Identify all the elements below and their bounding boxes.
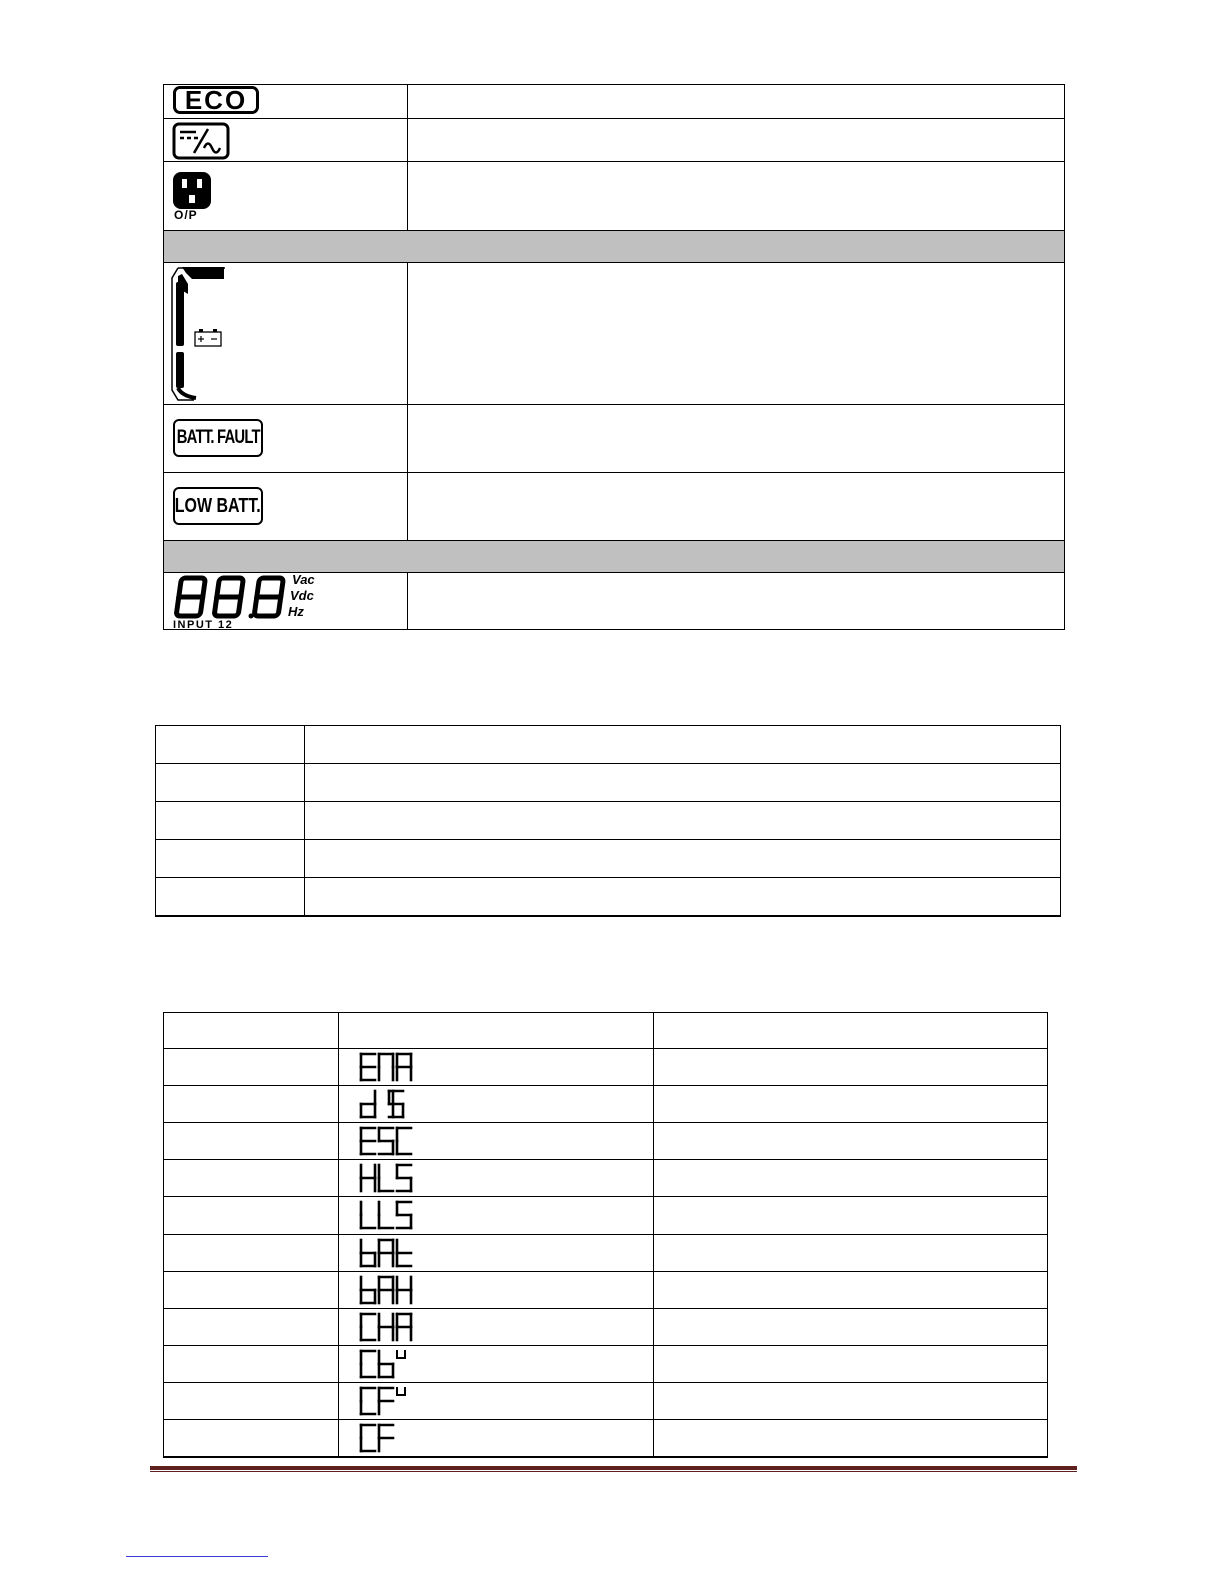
- batt-fault-label: BATT. FAULT: [176, 427, 260, 448]
- row-divider: [155, 763, 1061, 764]
- section-header-row: [164, 541, 1064, 572]
- row-divider: [163, 472, 1065, 473]
- row-divider: [163, 230, 1065, 231]
- row-divider: [155, 877, 1061, 878]
- table-border: [1064, 84, 1065, 630]
- row-divider: [163, 1382, 1048, 1383]
- row-divider: [163, 1234, 1048, 1235]
- row-divider: [163, 1271, 1048, 1272]
- row-divider: [163, 1345, 1048, 1346]
- column-divider: [304, 725, 305, 916]
- setting-code: [359, 1163, 429, 1195]
- table-border: [163, 1012, 164, 1458]
- table-border: [155, 725, 1061, 726]
- row-divider: [163, 262, 1065, 263]
- output-label: O/P: [174, 208, 198, 222]
- setting-code: [359, 1423, 429, 1455]
- row-divider: [155, 839, 1061, 840]
- setting-code: [359, 1386, 429, 1418]
- row-divider: [163, 404, 1065, 405]
- column-divider: [338, 1012, 339, 1458]
- row-divider: [155, 801, 1061, 802]
- batt-fault-icon: [173, 419, 263, 457]
- setting-code: [359, 1089, 429, 1121]
- low-batt-icon: [173, 487, 263, 525]
- setting-code: [359, 1200, 429, 1232]
- row-divider: [163, 1048, 1048, 1049]
- setting-code: [359, 1126, 429, 1158]
- row-divider: [163, 1196, 1048, 1197]
- footer-rule: [150, 1466, 1077, 1470]
- unit-vac: Vac: [292, 572, 315, 587]
- table-border: [163, 629, 1065, 630]
- column-divider: [407, 572, 408, 630]
- dc-ac-converter-icon: [172, 122, 230, 160]
- row-divider: [163, 1308, 1048, 1309]
- table-border: [163, 1456, 1048, 1458]
- column-divider: [407, 84, 408, 231]
- input-label: INPUT 12: [173, 619, 234, 631]
- table-border: [1060, 725, 1061, 916]
- low-batt-label: LOW BATT.: [175, 494, 261, 517]
- row-divider: [163, 1085, 1048, 1086]
- column-divider: [653, 1012, 654, 1458]
- setting-code: [359, 1275, 429, 1307]
- output-outlet-icon: [172, 171, 214, 211]
- battery-level-icon: [168, 264, 232, 404]
- table-border: [163, 1012, 1048, 1013]
- row-divider: [163, 118, 1065, 119]
- footer-link-underline: [126, 1556, 268, 1557]
- section-header-row: [164, 231, 1064, 262]
- eco-icon: [173, 86, 259, 114]
- setting-code: [359, 1349, 429, 1381]
- row-divider: [163, 1419, 1048, 1420]
- row-divider: [163, 1159, 1048, 1160]
- footer-rule: [150, 1471, 1077, 1472]
- unit-hz: Hz: [288, 604, 304, 619]
- table-border: [155, 915, 1061, 917]
- table-border: [163, 84, 1065, 85]
- seven-segment-display-icon: [170, 574, 288, 620]
- eco-label: ECO: [184, 84, 248, 115]
- row-divider: [163, 540, 1065, 541]
- row-divider: [163, 161, 1065, 162]
- column-divider: [407, 262, 408, 541]
- table-border: [155, 725, 156, 916]
- setting-code: [359, 1238, 429, 1270]
- row-divider: [163, 1122, 1048, 1123]
- table-border: [1047, 1012, 1048, 1458]
- setting-code: [359, 1312, 429, 1344]
- setting-code: [359, 1052, 429, 1084]
- unit-vdc: Vdc: [290, 588, 314, 603]
